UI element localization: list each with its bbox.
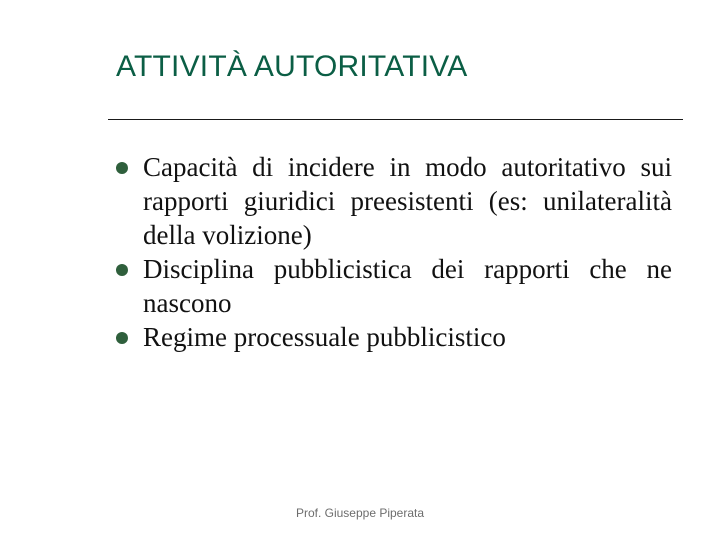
bullet-text: Regime processuale pubblicistico bbox=[143, 322, 506, 352]
title-divider bbox=[108, 119, 683, 120]
bullet-list bbox=[116, 150, 672, 354]
bullet-item-3 bbox=[116, 320, 672, 354]
bullet-item-2 bbox=[116, 252, 672, 320]
bullet-dot-icon bbox=[116, 264, 128, 276]
bullet-text: Disciplina pubblicistica dei rapporti che ne nascono bbox=[143, 254, 672, 318]
footer-author: Prof. Giuseppe Piperata bbox=[295, 506, 425, 520]
bullet-dot-icon bbox=[116, 332, 128, 344]
bullet-text: Capacità di incidere in modo autoritativo sui rapporti giuridici preesistenti (es: unilateralità della volizione) bbox=[143, 152, 672, 250]
slide-title: ATTIVITÀ AUTORITATIVA bbox=[116, 50, 468, 83]
bullet-item-1 bbox=[116, 150, 672, 252]
bullet-dot-icon bbox=[116, 162, 128, 174]
